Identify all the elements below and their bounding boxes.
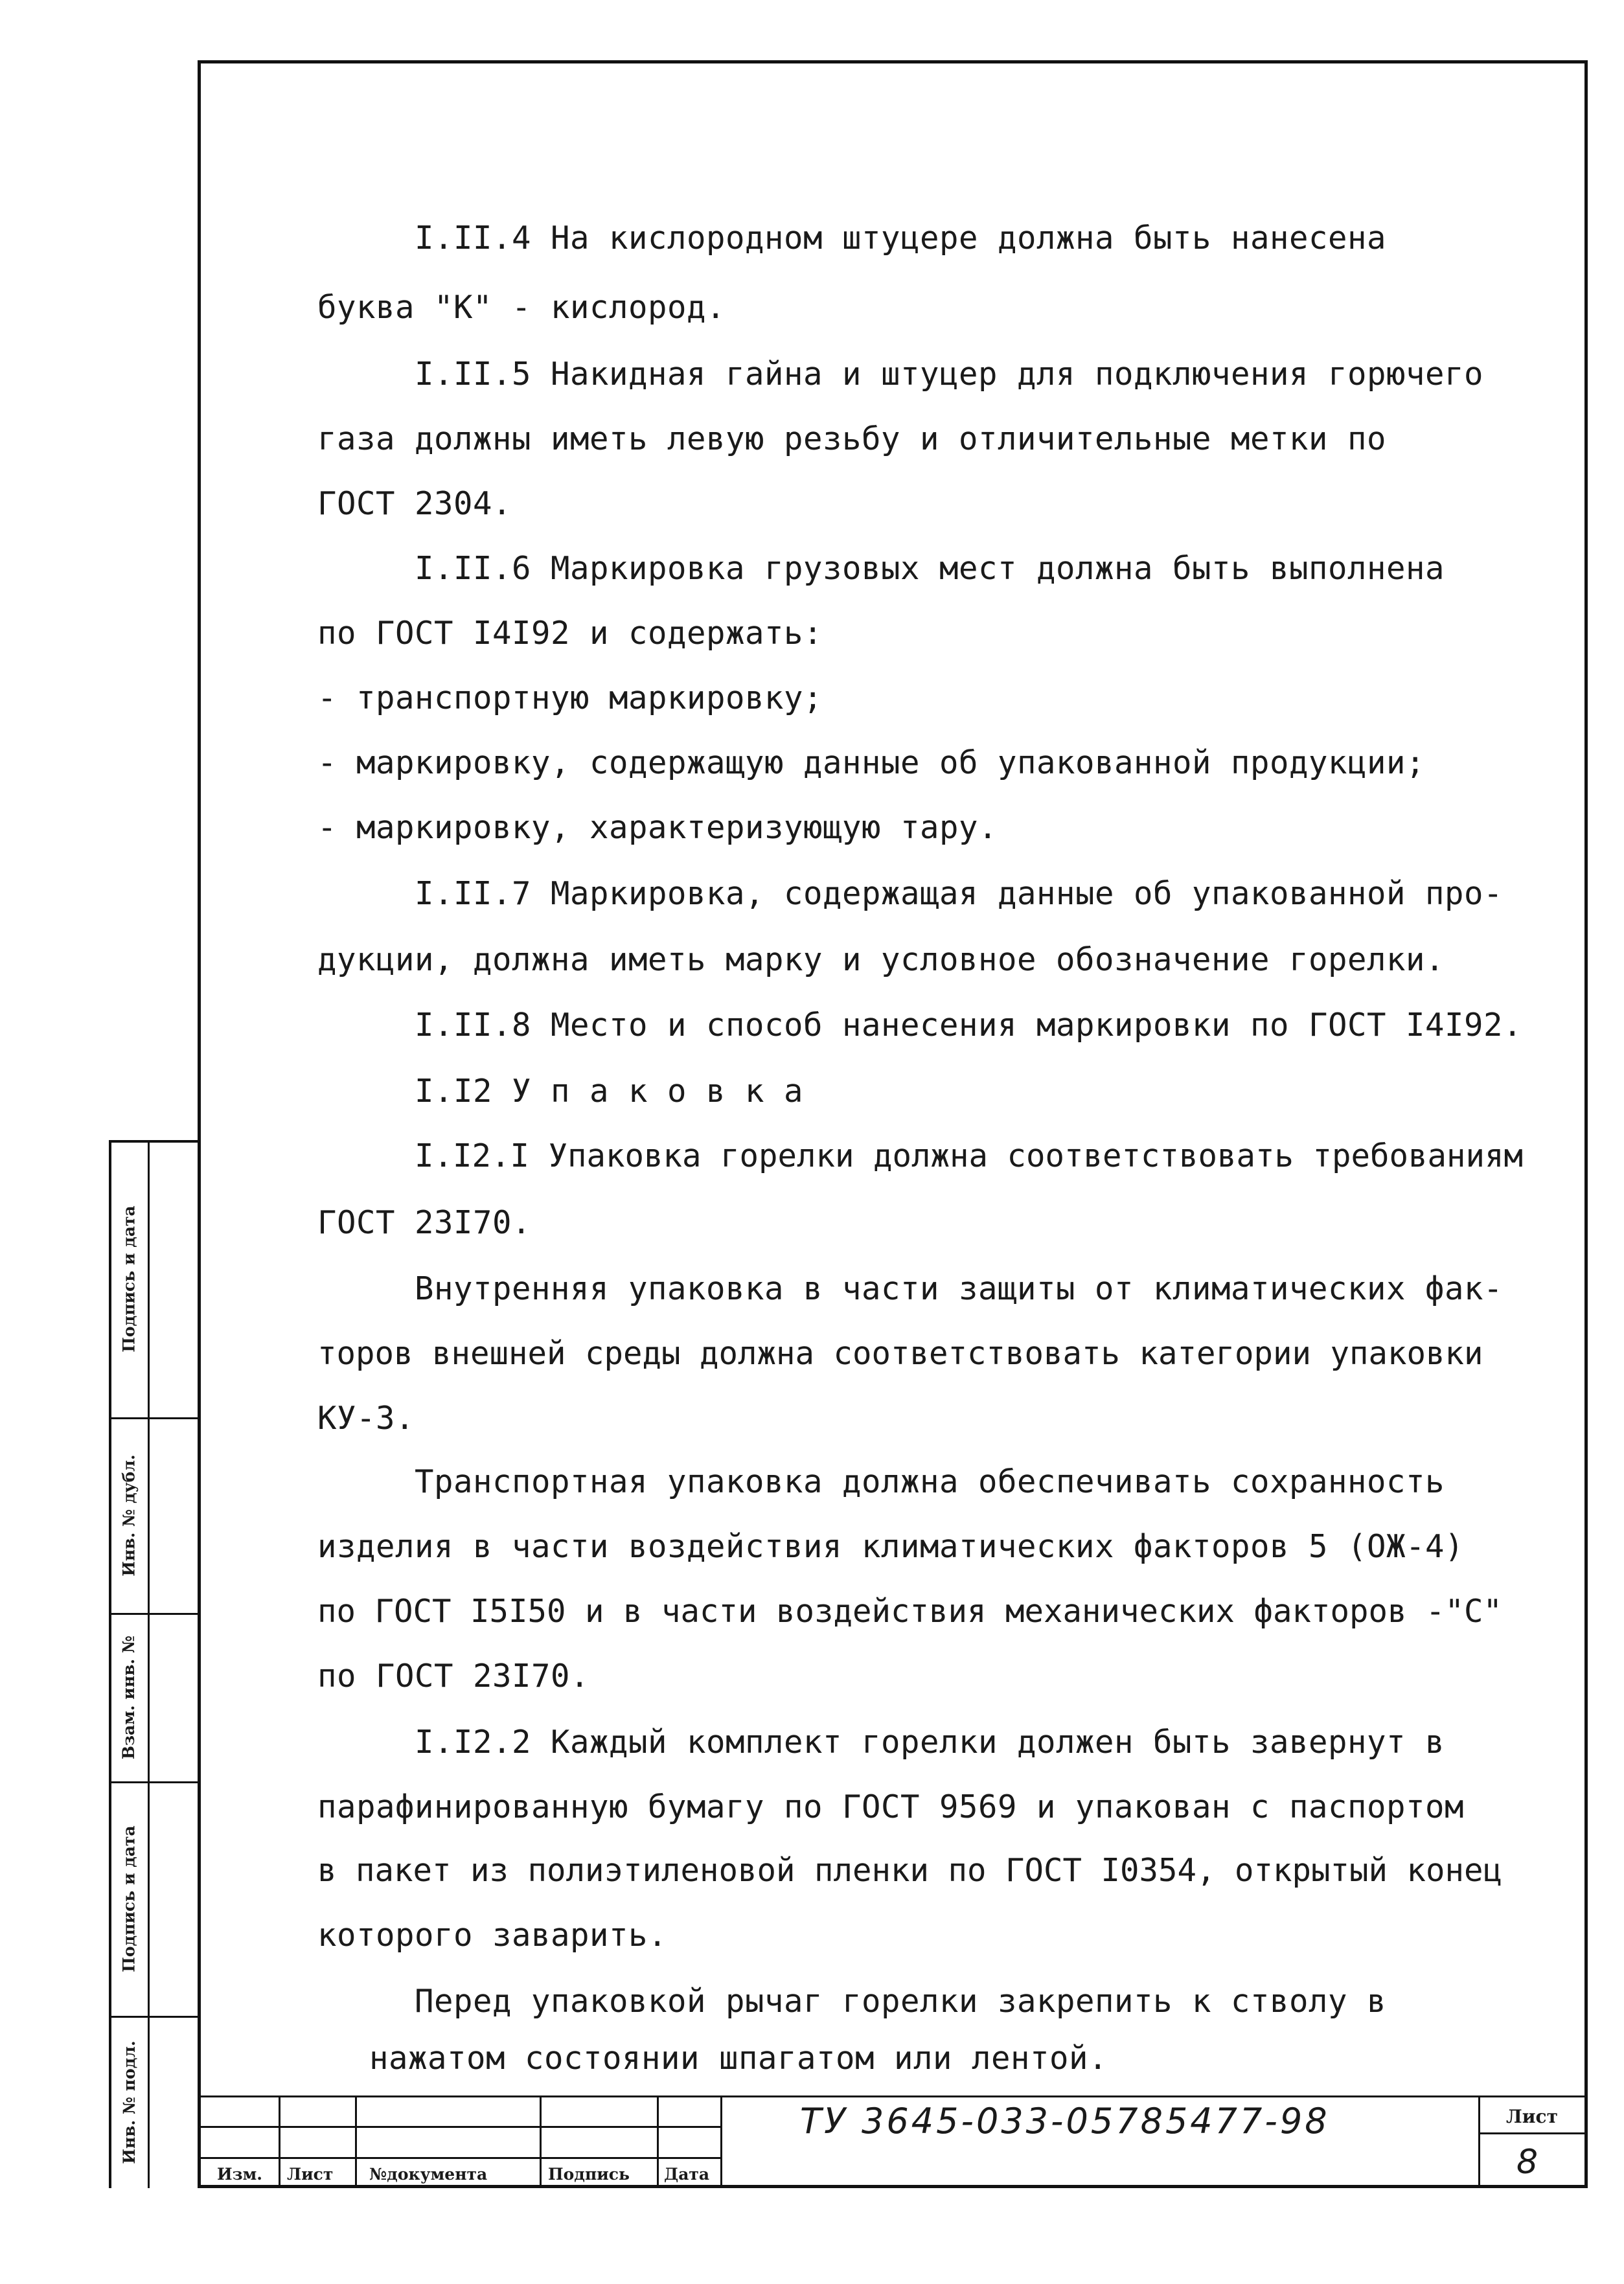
text-line: I.II.8 Место и способ нанесения маркировки по ГОСТ I4I92. <box>415 1007 1523 1044</box>
document-designation: ТУ 3645-033-05785477-98 <box>800 2101 1330 2141</box>
text-line: - маркировку, содержащую данные об упакованной продукции; <box>317 744 1426 781</box>
side-label-signature-date: Подпись и дата <box>119 1205 139 1353</box>
header-signature: Подпись <box>548 2165 630 2184</box>
text-line: ГОСТ 23I70. <box>317 1204 532 1241</box>
sheet-label: Лист <box>1506 2106 1558 2127</box>
text-line: дукции, должна иметь марку и условное обозначение горелки. <box>317 941 1445 978</box>
text-line: - транспортную маркировку; <box>317 679 823 716</box>
header-date: Дата <box>664 2165 710 2184</box>
title-block <box>198 2096 1588 2188</box>
text-line: Транспортная упаковка должна обеспечивать сохранность <box>415 1463 1445 1500</box>
side-label-original-inventory: Инв. № подл. <box>119 2040 139 2164</box>
text-line: КУ-3. <box>317 1400 415 1437</box>
text-line: буква "К" - кислород. <box>317 289 726 326</box>
text-line: I.II.7 Маркировка, содержащая данные об упакованной про- <box>415 875 1504 912</box>
text-line: которого заварить. <box>317 1917 668 1954</box>
text-line: I.I2.I Упаковка горелки должна соответствовать требованиям <box>415 1137 1524 1174</box>
text-line: ГОСТ 2304. <box>317 485 512 522</box>
header-document-number: №документа <box>369 2165 488 2184</box>
text-line: I.II.6 Маркировка грузовых мест должна быть выполнена <box>415 550 1445 587</box>
text-line: - маркировку, характеризующую тару. <box>317 809 998 846</box>
text-line: по ГОСТ I5I50 и в части воздействия механических факторов -"С" <box>317 1593 1503 1630</box>
text-line: торов внешней среды должна соответствовать категории упаковки <box>317 1335 1483 1372</box>
text-line: парафинированную бумагу по ГОСТ 9569 и упакован с паспортом <box>317 1788 1465 1825</box>
side-label-dup-inventory: Инв. № дубл. <box>119 1454 139 1577</box>
text-line: по ГОСТ I4I92 и содержать: <box>317 615 823 652</box>
header-sheet: Лист <box>287 2165 334 2184</box>
header-change: Изм. <box>217 2165 262 2184</box>
section-heading: I.I2 У п а к о в к а <box>415 1073 804 1110</box>
side-strip <box>109 1140 198 2188</box>
text-line: нажатом состоянии шпагатом или лентой. <box>369 2040 1108 2077</box>
text-line: Внутренняя упаковка в части защиты от климатических фак- <box>415 1270 1504 1307</box>
side-label-signature-date-2: Подпись и дата <box>119 1825 139 1972</box>
text-line: I.I2.2 Каждый комплект горелки должен быть завернут в <box>415 1724 1445 1761</box>
text-line: I.II.5 Накидная гайна и штуцер для подключения горючего <box>415 356 1484 393</box>
side-label-replacement-inventory: Взам. инв. № <box>119 1635 139 1759</box>
sheet-number: 8 <box>1516 2143 1538 2182</box>
text-line: в пакет из полиэтиленовой пленки по ГОСТ I0354, открытый конец <box>317 1852 1503 1889</box>
text-line: изделия в части воздействия климатических факторов 5 (ОЖ-4) <box>317 1528 1465 1565</box>
text-line: Перед упаковкой рычаг горелки закрепить к стволу в <box>415 1983 1387 2020</box>
text-line: газа должны иметь левую резьбу и отличительные метки по <box>317 420 1387 457</box>
text-line: I.II.4 На кислородном штуцере должна быть нанесена <box>415 220 1387 257</box>
text-line: по ГОСТ 23I70. <box>317 1658 590 1695</box>
